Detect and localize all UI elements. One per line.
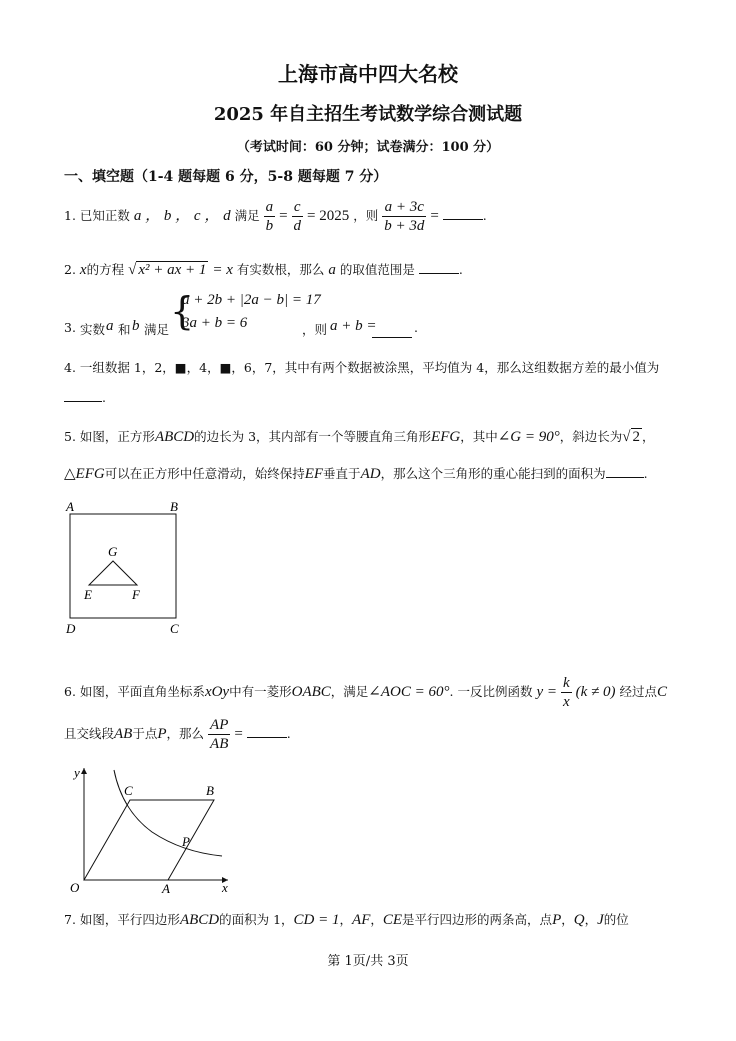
label-E: E [84, 587, 92, 602]
exam-meta: （考试时间：60 分钟；试卷满分：100 分） [236, 140, 500, 155]
label-B: B [170, 499, 178, 514]
page-footer: 第 1页/共 3页 [327, 954, 409, 969]
section-heading: 一、填空题（1-4 题每题 6 分，5-8 题每题 7 分） [64, 169, 388, 185]
question-5-line2: △EFG可以在正方形中任意滑动，始终保持EF垂直于AD，那么这个三角形的重心能扫到的面积为 . [64, 466, 648, 482]
question-2: 2. x的方程 √ x² + ax + 1 = x 有实数根，那么 a 的取值范围是 . [64, 262, 463, 278]
question-7: 7. 如图，平行四边形ABCD的面积为 1，CD = 1，AF，CE是平行四边形的两条高，点P，Q，J的位 [64, 912, 629, 928]
question-6-line2: 且交线段AB于点P，那么 $\frac{AP}{AB}$ = . [64, 717, 291, 752]
label-F: F [132, 587, 140, 602]
paper-title: 上海市高中四大名校 [278, 62, 458, 86]
figure-square-triangle [60, 498, 190, 638]
label-y: y [74, 765, 80, 780]
label-x: x [222, 880, 228, 895]
label-O: O [70, 880, 80, 895]
label-P: P [182, 834, 190, 849]
label-G: G [108, 544, 118, 559]
question-4: 4. 一组数据 1，2，■，4，■，6，7，其中有两个数据被涂黑，平均值为 4，那么这组数据方差的最小值为 [64, 360, 660, 375]
label-C: C [170, 621, 179, 636]
question-4-answer: . [64, 390, 106, 405]
paper-subtitle: 2025 年自主招生考试数学综合测试题 [213, 104, 523, 125]
figure-rhombus-hyperbola [62, 760, 242, 900]
label-A: A [66, 499, 74, 514]
question-1: 1. 已知正数 a ， b ， c ， d 满足 $\frac{a}{b}$ = $\frac{c}{d}$ = 2025 ，则 $\frac{a + 3c}{b + 3d}$ = . [64, 199, 487, 234]
label-B: B [206, 783, 214, 798]
question-5: 5. 如图，正方形ABCD的边长为 3，其内部有一个等腰直角三角形EFG，其中∠G = 90°，斜边长为√ 2 ， [64, 429, 655, 445]
question-6: 6. 如图，平面直角坐标系xOy中有一菱形OABC，满足∠AOC = 60°. 一反比例函数 y = $\frac{k}{x}$ (k ≠ 0) 经过点C [64, 675, 668, 710]
label-C: C [124, 783, 133, 798]
label-D: D [66, 621, 76, 636]
label-A: A [162, 881, 170, 896]
